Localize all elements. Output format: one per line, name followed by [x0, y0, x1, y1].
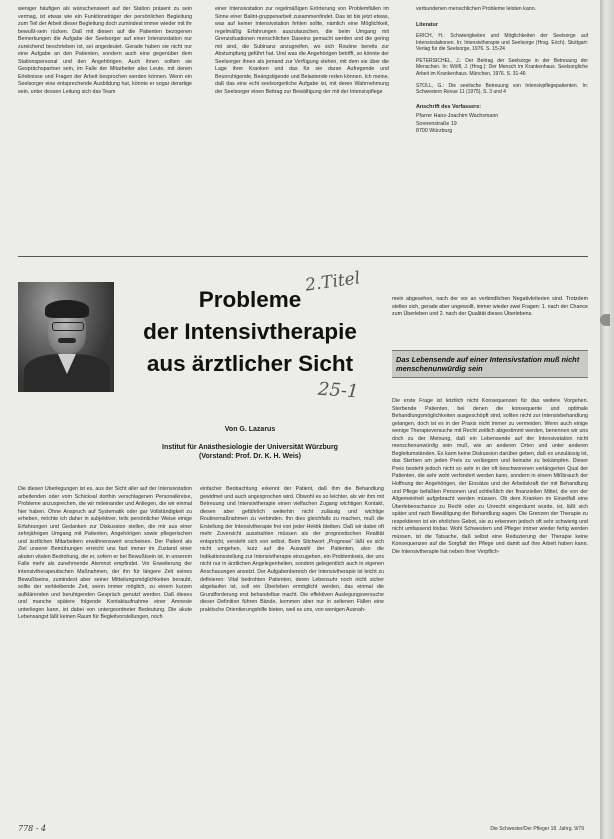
body-column-2 — [200, 486, 384, 821]
top-column-1 — [18, 6, 192, 250]
author-address-line: 8700 Würzburg — [416, 128, 453, 135]
author-block — [120, 425, 380, 461]
institution-line: (Vorstand: Prof. Dr. K. H. Weis) — [198, 453, 302, 460]
handwritten-note: 2.Titel — [303, 268, 362, 296]
binder-tab — [600, 314, 610, 326]
page-edge — [600, 0, 614, 839]
journal-footer: Die Schwester/Der Pfleger 18. Jahrg. 9/79 — [490, 826, 584, 832]
author-photo — [18, 282, 114, 392]
section-divider — [18, 256, 588, 257]
literature-heading: Literatur — [416, 21, 438, 28]
literature-item: ERICH, H.: Schwierigkeiten und Möglichkeiten der Seelsorge auf Intensivstationen. In: Intensivtherapie und Seelsorge (Hrsg. Erich). Stuttgart: Verlag für die Seelsorge, 1976. S. 15-24 — [416, 33, 588, 53]
page-mark: 778 - 4 — [18, 824, 47, 833]
literature-item: STOLL, G.: Die seelische Betreuung von Intensivpflegepatienten. In: Schwestern Revue 11 (1975), S. 3 und 4 — [416, 82, 588, 96]
top-column-3-text: verbundenen menschlichen Probleme leisten kann. — [416, 6, 537, 12]
body-column-3-text: Die erste Frage ist letztlich nicht Konsequenzen für das weitere Vorgehen. Sterbende Patienten, bei denen die konsequente und optimale Behandlungsmöglichkeiten ausgeschöpft sind, sollten nicht zur Intensivbehandlung gelangen, doch ist es in der Praxis nicht immer zu vermeiden. Wenn auch einige wenige Therapieversuche mit Recht zeitlich abgestimmt werden, benennen wir uns doch zu der Meinung, daß ein Lebensende auf der Intensivstation nicht menschenunwürdig sein muß, wie an anderen Orten und unter anderen Begleitumständen. Es kann keine Diskussion darüber geben, daß es unzulässig ist, das Sterben um jeden Preis zu verlängern und beinahe zu bekämpfen. Dieser Preis besteht jedoch nicht so sehr in der oft beschworenen verlängerten Qual der Patienten, die sehr wohl verhindert werden kann, sondern in einem Mißbrauch der Hoffnung der Angehörigen, der Einsätze und der Arbeitskraft der mit Behandlung und Pflege befaßten Personen und schließlich der finanziellen Mittel, die von der Allgemeinheit aufgebracht werden müssen. Ob dem Kranken im Einzelfall eine Überlebenschance zu Recht oder zu Unrecht eingeräumt wurde, ist, läßt sich später und nach Bewältigung der Behandlung sagen. Die Grenzen der Therapie zu respektieren ist ein ehrliches Gebot, sie zu erkennen jedoch oft sehr schwierig und nicht umfassend lösbar. Wohl Schwestern und Pfleger immer wieder fertig werden müssen, ist die Tatsache, daß selbst eine Reduzierung der Therapie keine Konsequenzen auf die Sorgfalt der Pflege und damit auf ihre Arbeit haben kann. Die Intensivtherapie hat neben ihrer Verpflich- — [392, 398, 588, 555]
top-column-2-text: einer Intensivstation zur regelmäßigen Erörterung von Problemfällen im Sinne einer Balint-gruppenarbeit zusammenfindet. Das ist bis jetzt etwas, was auf keiner Intensivstation fehlen sollte, nämlich eine Möglichkeit, regelmäßig Erfahrungen auszutauschen, die beim Umgang mit Grenzsituationen menschlichen Daseins gemacht werden und die gering mit sind, die Subinanz anzugreifen, wo sich Routine bereits zur Abstumpfung geführt hat. Und was die Angehörigen betrifft, so könnte der Seelsorger ihnen als jemand zur Verfügung stehen, mit dem sie über die Lage ihrer Kranken und das für sie daran Aufregende und Beunruhigende, Beängstigende und Belastende reden können. Ich meine, daß das eine echt seelsorgerliche Aufgabe ist, mit deren Wahrnehmung der Seelsorger einen Beitrag zur Bewältigung der mit der Intensivpflege — [215, 6, 389, 96]
institution-line: Institut für Anästhesiologie der Universität Würzburg — [162, 444, 338, 451]
handwritten-note: 25-1 — [317, 378, 360, 403]
body-column-1-text: Die diesen Überlegungen ist es, aus der Sicht aller auf der Intensivstation arbeitenden oder vom Schicksal dorthin verschlagenen Personalkreise, Probleme anzusprechen, die wir miteinander und Anliegen, die wir einmal hier haben. Ohne Anspruch auf Systematik oder gar Vollständigkeit zu erheben, möchte ich daher in subjektiver, teils persönlicher Weise einige Erfahrungen und Gedanken zur Diskussion stellen, die mir aus einer zehnjährigen Umgang mit Patienten, Angehörigen sowie pflegerischen und ärztlichen Mitarbeitern erwähnenswert erscheinen. Der Patient als Ziel unserer Bemühungen erreicht uns fast immer im Zustand einer akuten vitalen Bedrohung, die er, sofern er bei Bewußtsein ist, in unserem Falle mehr als zunehmende Atemnot empfindet. Vor Erweiterung der intensivtherapeutischen Maßnahmen, der ihn für längere Zeit seines Bewußtseins, zumindest aber seiner Mitteilungsmöglichkeiten beraubt, sollte der verbleibende Zeit, wenn immer möglich, zu einem kurzen aufklärenden und beruhigenden Gespräch genutzt werden. Daß dieses und manche spätere folgende Kontaktaufnahme einer Amnesie unterliegen kann, ist dabei von untergeordneter Bedeutung. Die akute Lebensangst läßt keinen Raum für Begleitvorstellungen, noch — [18, 486, 192, 621]
body-column-3 — [392, 398, 588, 820]
body-column-2-text: einfacher Beobachtung erkennt der Patient, daß ihm die Behandlung gewidmet und auch angesprochen wird. Obwohl es so leichter, als wir ihm mit Betreuung und Intensivtherapie einen vielfachen Zugang wichtigen Kontakt, diesen aber gefährlich weiterhin nicht zulässig und wichtige Routinemaßnahmen zu verbinden. Ihn dies gleichfalls zu machen, muß die Erstellung der Intensivtherapie frei von jeder Hektik bleiben. Daß wir dabei oft mehr Zuversicht ausstrahlen müssen als der prognostischen Realität entspricht, versteht sich von selbst. Beim Stichwort „Prognose“ läßt es sich nicht umgehen, kurz auf die Auswahl der Patienten, also die Indikationsstellung zur Intensivtherapie einzugehen, ein Problemkreis, der uns nicht nur in ärztlichen Angelegenheiten, sondern gelegentlich auch in eigenen Anschauungen ansetzt. Der Aufgabenbereich der Intensivtherapie ist leicht zu definieren: Vital bedrohten Patienten, deren Lebensuhr noch nicht sicher abgelaufen ist, soll ein Überleben ermöglicht werden, das einmal die Grundforderung erst behandelbar macht. Die effektiven Auslegungsversuche dieser Definition führen Bände, kommen aber nur in seltenen Fällen eine praktische Orientierungshilfe bieten, weil es uns, von wenigen Ausnah- — [200, 486, 384, 613]
literature-item: PETERSICHEL, J.: Der Beitrag der Seelsorge in der Betreuung der Menschen. In: Wölfl, J. (Hrsg.): Der Mensch im Krankenhaus. Seelsorgliche Arbeit im Krankenhaus. München, 1976. S. 31-46 — [416, 57, 588, 78]
top-column-3 — [416, 6, 588, 250]
top-column-1-text: weniger häufigen als wünschenswert auf der Station präsent zu sein vermag, ist etwas wie ein Funktionsträger der persönlichen Begleitung zum Teil der Arbeit dieser Begleitung doch zumindest immer wieder mit ihr bewußt-sein rücken. Daß mit diesen auf die Patienten bezogenen Bemerkungen die Aufgabe der Seelsorger auf einer Intensivstation nur zureichend beschrieben ist, sei angedeutet. Gerade haben sie nicht nur eine Aufgabe an den Patienten, sondern auch eine gegenüber dem Stationspersonal und den Angehörigen. Auch ihnen sollten sie Gesprächspartner sein, im Falle der Mitarbeiter also Leute, mit denen Erlebnisse und Fragen der Arbeit besprochen werden können. Wenn ein Seelsorger eine entsprechende Ausbildung hat, könnte er sogar derartige sein, unter dessen Leitung sich das Team — [18, 6, 192, 96]
author-address-line: Sonnenstraße 19 — [416, 120, 457, 127]
article-title — [130, 284, 370, 380]
author-address-heading: Anschrift des Verfassers: — [416, 103, 482, 110]
author-address-line: Pfarrer Hans-Joachim Wachsmann — [416, 113, 499, 120]
article-title-line: aus ärztlicher Sicht — [146, 351, 354, 376]
body-column-1 — [18, 486, 192, 821]
article-title-line: der Intensivtherapie — [143, 319, 357, 344]
top-column-2 — [215, 6, 389, 250]
author-name: Von G. Lazarus — [224, 426, 276, 433]
right-intro-text: mein abgesehen, nach der vor an verbindlichen Negativkriterien sind. Trotzdem stellen sich, gerade aber ungewollt, immer wieder zwei Fragen: 1. nach der Chance zum Überleben und 2. nach der Qualität dieses Überlebens. — [392, 296, 588, 318]
article-title-line: Probleme — [198, 287, 302, 312]
section-subheading: Das Lebensende auf einer Intensivstation muß nicht menschenunwürdig sein — [392, 350, 588, 378]
